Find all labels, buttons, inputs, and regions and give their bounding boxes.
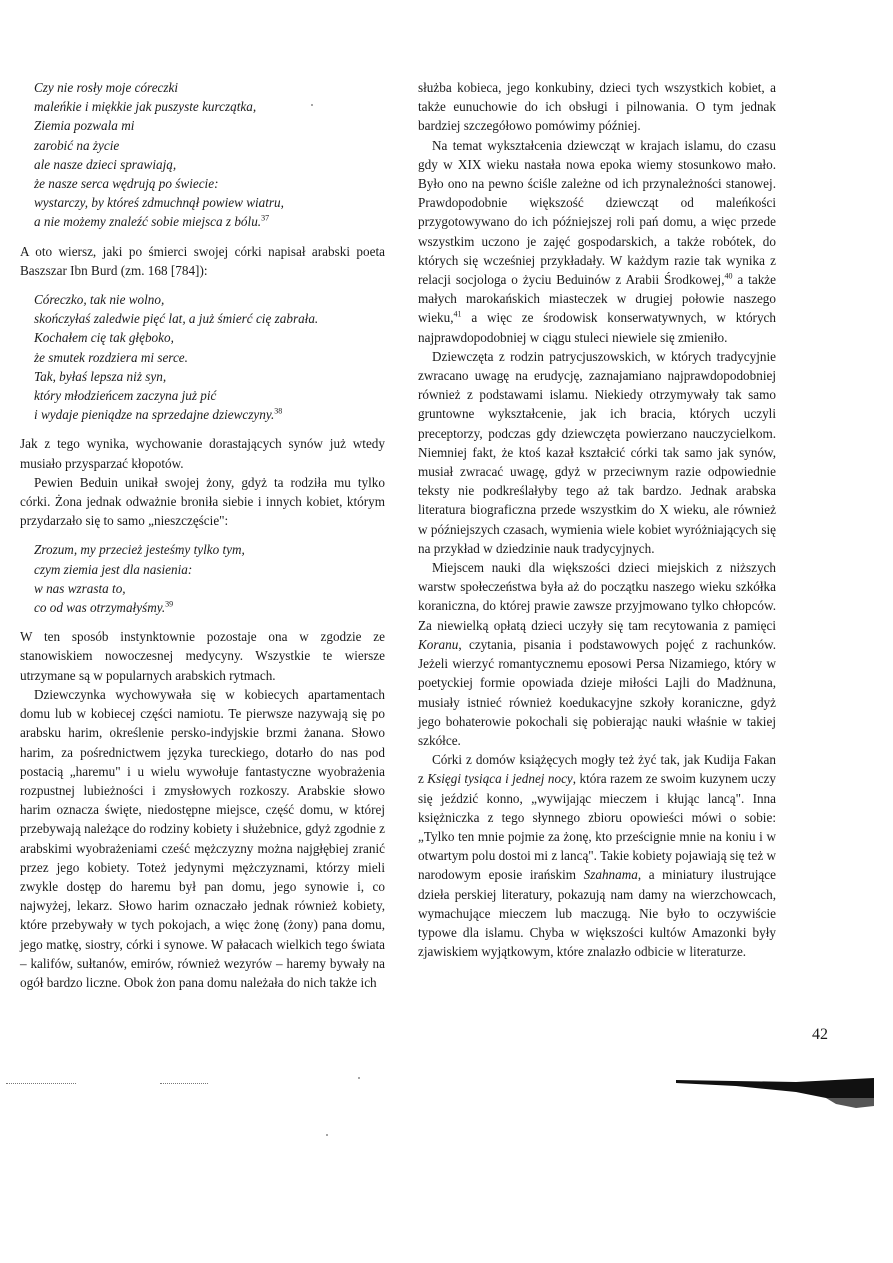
paragraph: Córki z domów książęcych mogły też żyć tak, jak Kudija Fakan z Księgi tysiąca i jednej nocy, która razem ze swoim kuzynem uczy się jeździć konno, „wywijając mieczem i kłując lancą". Inna księżniczka z tego słynnego zbioru opowieści mówi o sobie: „Tylko ten mnie pojmie za żonę, kto prześcignie mnie na koniu i w otwartym polu dostoi mi z lancą". Takie kobiety pojawiają się też w narodowym eposie irańskim Szahnama, a miniatury ilustrujące dzieła perskiej literatury, pokazują nam damy na wierzchowcach, wymachujące mieczem lub maczugą. Nie było to oczywiście typowe dla islamu. Chyba w większości kultów Amazonki były zjawiskiem wyjątkowym, które znalazło odbicie w literaturze.: [418, 752, 777, 960]
footnote-ref: 37: [261, 214, 270, 224]
book-title: Księgi tysiąca i jednej nocy: [427, 771, 573, 787]
poem-line: że smutek rozdziera mi serce.: [34, 349, 188, 365]
footnote-ref: 41: [453, 310, 462, 320]
paragraph: Dziewczęta z rodzin patrycjuszowskich, w których tradycyjnie zwracano uwagę na erudycję, zaznajamiano najprawdopodobniej również z podstawami islamu. Niekiedy otrzymywały tak samo gruntowne wykształcenie, jak ich bracia, których uczyli preceptorzy, podczas gdy dziewczęta powierzano nauczycielkom. Niemniej fakt, że ktoś kazał kształcić córki tak samo jak synów, musiał zwracać uwagę, gdyż w przeciwnym razie odpowiednie teksty nie podkreślałyby tego aż tak bardzo. Jednak arabska literatura biograficzna przede wszystkim do X wieku, ale również w późniejszych czasach, wymienia wiele kobiet wyróżniających się na przykład w dziedzinie nauk tradycyjnych.: [418, 348, 776, 556]
footnote-ref: 38: [274, 406, 283, 416]
scan-mark: [6, 1083, 76, 1085]
footnote-ref: 39: [165, 599, 174, 609]
poem-daughters: [34, 78, 385, 232]
page-number: 42: [812, 1026, 828, 1043]
poem-line: maleńkie i miękkie jak puszyste kurczątka,: [34, 99, 257, 115]
poem-line: który młodzieńcem zaczyna już pić: [34, 388, 217, 404]
poem-line: i wydaje pieniądze na sprzedajne dziewczyny.$^{38}$: [34, 406, 283, 423]
poem-line: skończyłaś zaledwie pięć lat, a już śmierć cię zabrała.: [34, 311, 319, 327]
scan-speck: [326, 1134, 328, 1136]
poem-line: Tak, byłaś lepsza niż syn,: [34, 368, 167, 384]
scan-mark: [160, 1083, 208, 1085]
poem-line: w nas wzrasta to,: [34, 580, 126, 596]
poem-line: wystarczy, by któreś zdmuchnął powiew wiatru,: [34, 195, 284, 211]
scan-speck: [358, 1077, 360, 1079]
paragraph: służba kobieca, jego konkubiny, dzieci tych wszystkich kobiet, a także eunuchowie do ich obsługi i pilnowania. O tym jednak bardziej szczegółowo pomówimy później.: [418, 80, 776, 134]
right-column: [418, 78, 776, 961]
paragraph: Miejscem nauki dla większości dzieci miejskich z niższych warstw społeczeństwa była aż do początku naszego wieku szkółka koraniczna, do której prawie zawsze przyjmowano tylko chłopców. Za niewielką opłatą dzieci uczyły się tam recytowania z pamięci Koranu, czytania, pisania i podstawowych pojęć z rachunków. Jeżeli wierzyć romantycznemu eposowi Persa Nizamiego, który w poetyckiej formie opowiada dzieje miłości Lajli do Madżnuna, musiały istnieć również koedukacyjne szkoły koraniczne, gdyż jego bohaterowie pokochali się pobierając nauki właśnie w takiej szkółce.: [418, 560, 776, 748]
poem-bedouin-wife: [34, 540, 385, 617]
paragraph: Na temat wykształcenia dziewcząt w krajach islamu, do czasu gdy w XIX wieku nastała nowa epoka wiemy stosunkowo mało. Było ono na pewno ściśle zależne od ich przynależności stanowej. Prawdopodobnie większość dziewcząt od maleńkości przygotowywano do ich późniejszej roli pań domu, a więc przede wszystkim uczono je zajęć gospodarskich, a także robótek, do których się wcześniej przykładały. W każdym razie tak wynika z relacji socjologa o życiu Beduinów z Arabii Środkowej,$^{40}$ a także małych marokańskich miasteczek w drugiej połowie naszego wieku,$^{41}$ a więc ze środowisk konserwatywnych, w których najprawdopodobniej w ciągu stuleci niewiele się zmieniło.: [418, 137, 776, 345]
scan-speck: [311, 104, 313, 106]
poem-line: Ziemia pozwala mi: [34, 118, 135, 134]
book-title: Koranu: [418, 636, 459, 652]
footnote-ref: 40: [724, 271, 733, 281]
poem-line: Kochałem cię tak głęboko,: [34, 330, 174, 346]
paragraph: Dziewczynka wychowywała się w kobiecych apartamentach domu lub w kobiecej części namiotu. Te pierwsze nazywają się po arabsku harim, określenie persko-indyjskie brzmi żanana. Słowo harim, za pośrednictwem języka tureckiego, dotarło do nas pod postacią „haremu" i u wielu wywołuje fantastyczne wyobrażenia rozpustnej lubieżności i zmysłowych rozkoszy. Arabskie słowo harim oznacza święte, niedostępne miejsce, część domu, w której przebywają należące do rodziny kobiety i służebnice, gdyż zgodnie z arabskimi wyobrażeniami cześć mężczyzny można najgłębiej zranić przez jego kobiety. Toteż jedynymi mężczyznami, którzy mieli zwykle dostęp do haremu był pan domu, jego synowie i, co najwyżej, lekarz. Słowo harim oznaczało jednak również kobiety, które przebywały w tych pokojach, a więc żonę (żony) pana domu, jego matkę, siostry, córki i synowe. W pałacach wielkich tego świata – kalifów, sułtanów, emirów, również wezyrów – haremy bywały na ogół bardzo liczne. Obok żon pana domu należała do nich także ich: [20, 686, 385, 990]
poem-line: co od was otrzymałyśmy.$^{39}$: [34, 599, 174, 616]
poem-line: Zrozum, my przecież jesteśmy tylko tym,: [34, 542, 245, 558]
book-title: Szahnama: [583, 867, 638, 883]
poem-line: czym ziemia jest dla nasienia:: [34, 561, 193, 577]
paragraph: A oto wiersz, jaki po śmierci swojej córki napisał arabski poeta Baszszar Ibn Burd (zm. 168 [784]):: [20, 243, 385, 278]
poem-baszszar: [34, 290, 385, 424]
poem-line: a nie możemy znaleźć sobie miejsca z bólu.$^{37}$: [34, 214, 270, 230]
scan-smudge: [676, 1076, 874, 1110]
poem-line: Czy nie rosły moje córeczki: [34, 80, 179, 95]
poem-line: że nasze serca wędrują po świecie:: [34, 176, 219, 192]
paragraph: Pewien Beduin unikał swojej żony, gdyż ta rodziła mu tylko córki. Żona jednak odważnie broniła siebie i innych kobiet, którym przydarzało się to samo „nieszczęście":: [20, 474, 385, 529]
left-column: [20, 78, 385, 992]
poem-line: zarobić na życie: [34, 137, 120, 153]
paragraph: W ten sposób instynktownie pozostaje ona w zgodzie ze stanowiskiem nowoczesnej medycyny. Wszystkie te wiersze utrzymane są w popularnych arabskich rytmach.: [20, 629, 385, 683]
paragraph: Jak z tego wynika, wychowanie dorastających synów już wtedy musiało przysparzać kłopotów.: [20, 436, 385, 471]
poem-line: ale nasze dzieci sprawiają,: [34, 156, 177, 172]
poem-line: Córeczko, tak nie wolno,: [34, 292, 165, 308]
